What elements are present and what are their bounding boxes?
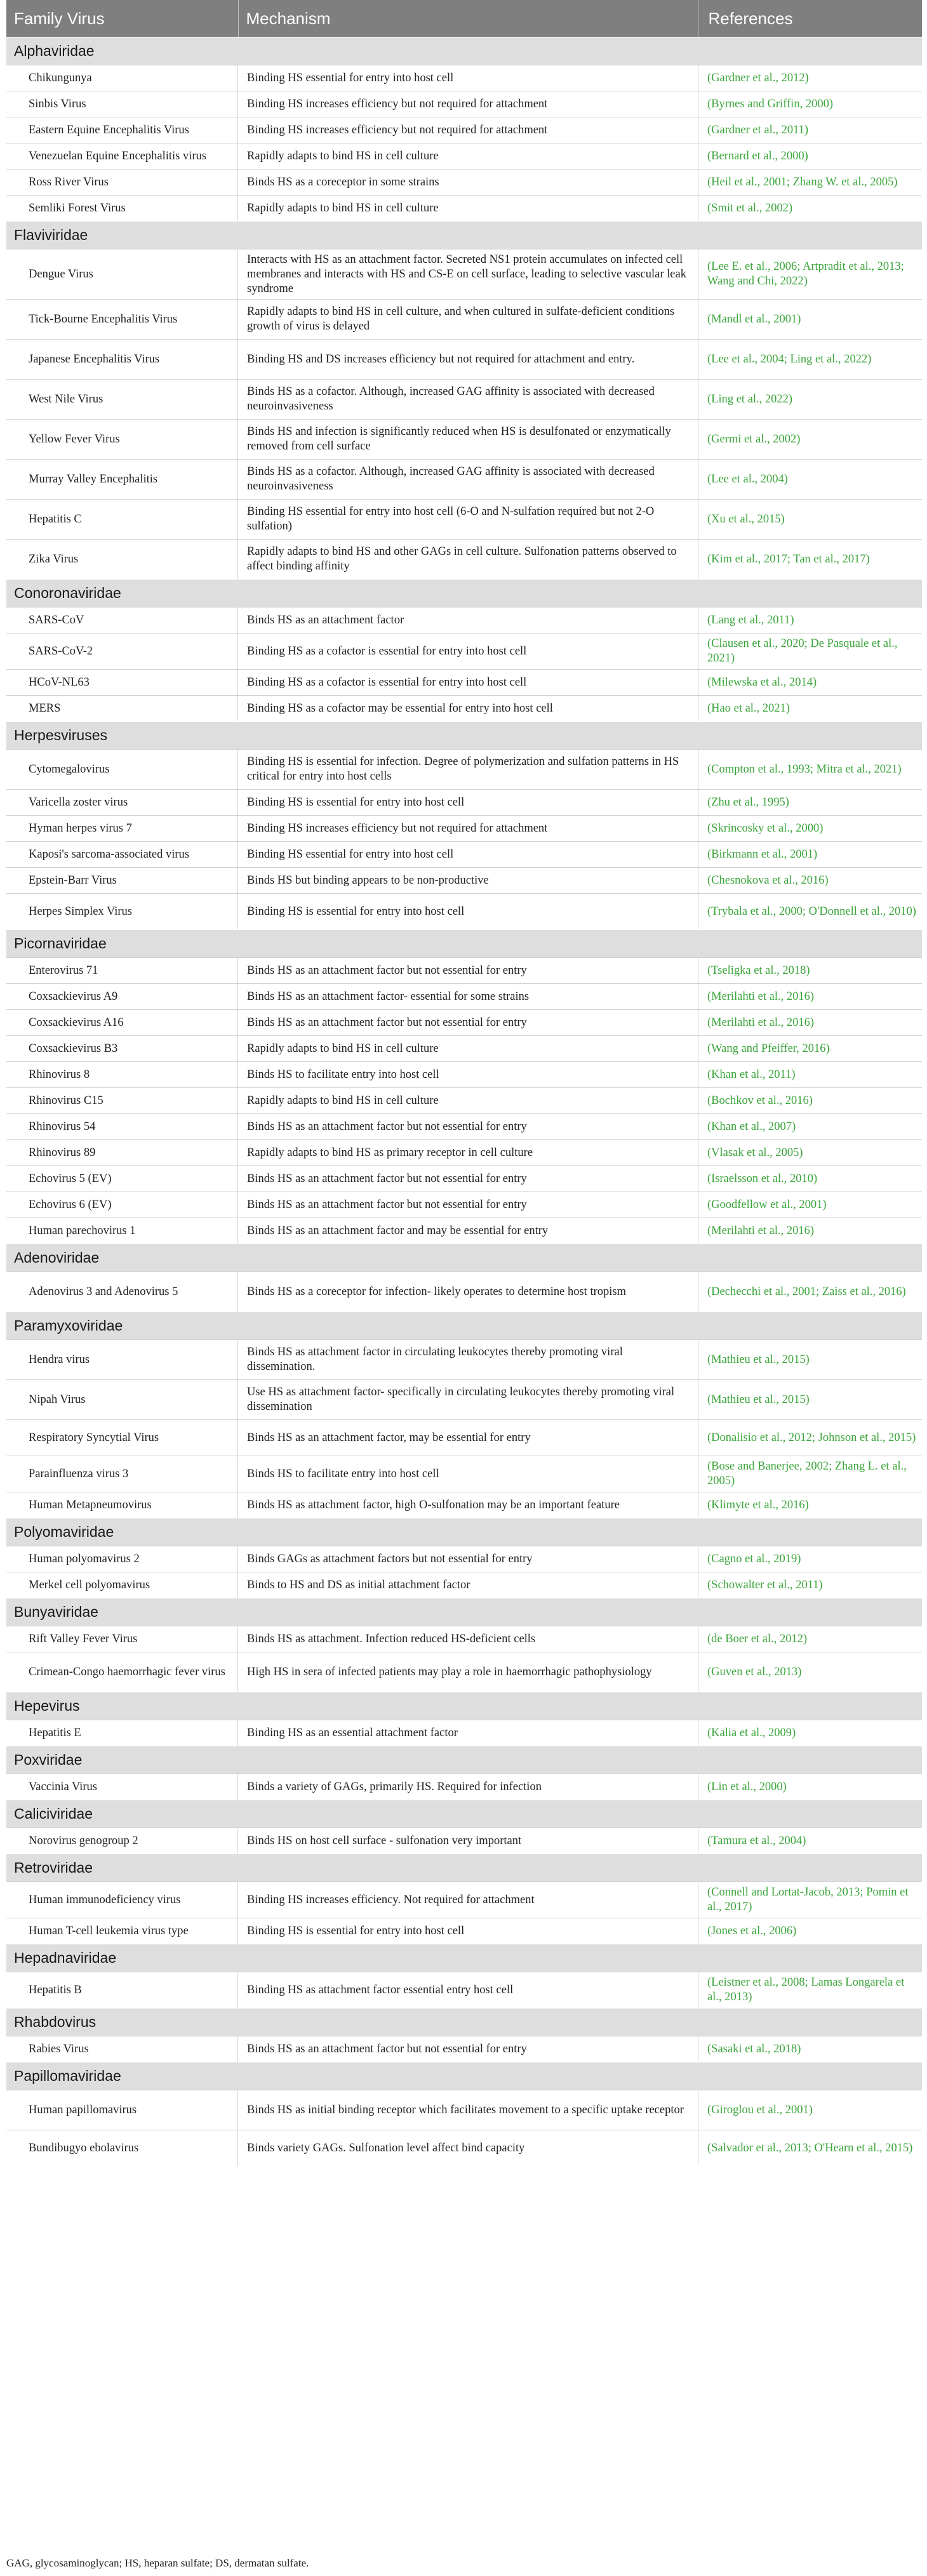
reference-link[interactable]: (Trybala et al., 2000; O'Donnell et al., 2010) [707,905,916,918]
virus-name: Vaccinia Virus [6,1774,238,1800]
family-heading: Polyomaviridae [6,1518,922,1546]
table-row [6,1061,922,1087]
mechanism-cell: Rapidly adapts to bind HS and other GAGs in cell culture. Sulfonation patterns observed to affect binding affinity [238,540,698,579]
mechanism-cell: Binds GAGs as attachment factors but not essential for entry [238,1546,698,1572]
mechanism-cell: Binding HS essential for entry into host cell (6-O and N-sulfation required but not 2-O sulfation) [238,500,698,539]
virus-name: Kaposi's sarcoma-associated virus [6,842,238,867]
table-row [6,749,922,789]
family-heading: Caliciviridae [6,1800,922,1828]
mechanism-cell: Binding HS as a cofactor may be essential for entry into host cell [238,696,698,721]
family-heading: Adenoviridae [6,1244,922,1271]
virus-name: HCoV-NL63 [6,670,238,695]
family-heading: Flaviviridae [6,221,922,249]
virus-name: Cytomegalovirus [6,750,238,789]
table-row [6,1419,922,1456]
table-row [6,91,922,117]
family-heading: Hepevirus [6,1692,922,1720]
reference-link[interactable]: (Skrincosky et al., 2000) [707,821,824,835]
mechanism-cell: Binding HS increases efficiency but not required for attachment [238,117,698,143]
virus-name: West Nile Virus [6,380,238,419]
table-row [6,1456,922,1492]
virus-name: Herpes Simplex Virus [6,894,238,929]
reference-link[interactable]: (Guven et al., 2013) [707,1665,802,1678]
reference-link[interactable]: (Giroglou et al., 2001) [707,2103,813,2116]
table-row [6,1035,922,1061]
reference-link[interactable]: (Byrnes and Griffin, 2000) [707,97,833,110]
reference-link[interactable]: (Tamura et al., 2004) [707,1834,806,1847]
mechanism-cell: Binds HS as a cofactor. Although, increased GAG affinity is associated with decreased neuroinvasiveness [238,460,698,499]
virus-name: Merkel cell polyomavirus [6,1572,238,1598]
reference-link[interactable]: (Bose and Banerjee, 2002; Zhang L. et al., 2005) [707,1460,907,1487]
virus-name: Japanese Encephalitis Virus [6,340,238,379]
mechanism-cell: Binding HS increases efficiency but not required for attachment [238,816,698,841]
mechanism-cell: Binds HS as a coreceptor in some strains [238,169,698,195]
table-row [6,143,922,169]
virus-name: Eastern Equine Encephalitis Virus [6,117,238,143]
mechanism-cell: Binds HS as an attachment factor but not essential for entry [238,958,698,983]
virus-name: MERS [6,696,238,721]
table-row [6,1882,922,1918]
reference-link[interactable]: (Mathieu et al., 2015) [707,1393,810,1406]
mechanism-cell: Binding HS as attachment factor essential entry host cell [238,1972,698,2008]
virus-name: Echovirus 6 (EV) [6,1192,238,1218]
reference-link[interactable]: (Lee et al., 2004) [707,472,788,486]
table-row [6,695,922,721]
mechanism-cell: Binding HS as an essential attachment factor [238,1720,698,1746]
reference-link[interactable]: (Gardner et al., 2011) [707,123,809,136]
reference-link[interactable]: (Milewska et al., 2014) [707,675,817,689]
mechanism-cell: Binds HS as initial binding receptor which facilitates movement to a specific uptake receptor [238,2090,698,2130]
mechanism-cell: Binding HS as a cofactor is essential for entry into host cell [238,670,698,695]
mechanism-cell: Binding HS and DS increases efficiency but not required for attachment and entry. [238,340,698,379]
reference-link[interactable]: (Gardner et al., 2012) [707,71,809,84]
reference-link[interactable]: (Sasaki et al., 2018) [707,2042,801,2055]
mechanism-cell: Binds HS as an attachment factor but not essential for entry [238,1010,698,1035]
reference-link[interactable]: (Heil et al., 2001; Zhang W. et al., 2005) [707,175,898,189]
table-row [6,1139,922,1165]
virus-name: Coxsackievirus A16 [6,1010,238,1035]
reference-link[interactable]: (Cagno et al., 2019) [707,1552,801,1565]
reference-link[interactable]: (Xu et al., 2015) [707,512,785,526]
mechanism-cell: Binding HS is essential for entry into host cell [238,790,698,815]
table-row [6,117,922,143]
virus-name: Human polyomavirus 2 [6,1546,238,1572]
virus-name: SARS-CoV [6,607,238,633]
family-heading: Bunyaviridae [6,1598,922,1626]
virus-name: Venezuelan Equine Encephalitis virus [6,143,238,169]
table-row [6,893,922,929]
table-row [6,65,922,91]
mechanism-cell: Binding HS is essential for entry into host cell [238,894,698,929]
virus-name: Parainfluenza virus 3 [6,1456,238,1492]
virus-name: Dengue Virus [6,249,238,299]
mechanism-cell: Binding HS as a cofactor is essential for entry into host cell [238,634,698,669]
mechanism-cell: Binds HS as attachment factor in circulating leukocytes thereby promoting viral dissemination. [238,1340,698,1379]
table-row [6,633,922,669]
family-heading: Rhabdovirus [6,2008,922,2036]
mechanism-cell: Rapidly adapts to bind HS in cell culture [238,143,698,169]
table-row [6,1492,922,1518]
virus-name: Hyman herpes virus 7 [6,816,238,841]
family-heading: Poxviridae [6,1746,922,1774]
reference-link[interactable]: (Lang et al., 2011) [707,613,794,627]
header-family-virus: Family Virus [14,8,105,28]
reference-link[interactable]: (Merilahti et al., 2016) [707,1016,814,1029]
table-row [6,1271,922,1311]
table-row [6,841,922,867]
virus-table [6,0,922,2166]
mechanism-cell: Rapidly adapts to bind HS in cell culture [238,196,698,221]
family-heading: Papillomaviridae [6,2062,922,2090]
virus-name: Rabies Virus [6,2036,238,2062]
table-row [6,459,922,499]
table-row [6,1774,922,1800]
family-heading: Conoronaviridae [6,579,922,607]
reference-link[interactable]: (Schowalter et al., 2011) [707,1578,823,1591]
reference-link[interactable]: (Klimyte et al., 2016) [707,1498,809,1511]
table-row [6,867,922,893]
reference-link[interactable]: (Salvador et al., 2013; O'Hearn et al., 2015) [707,2141,913,2154]
virus-name: Rhinovirus 54 [6,1114,238,1139]
virus-name: Crimean-Congo haemorrhagic fever virus [6,1652,238,1692]
reference-link[interactable]: (Chesnokova et al., 2016) [707,873,829,887]
table-row [6,983,922,1009]
mechanism-cell: Binds HS as a cofactor. Although, increased GAG affinity is associated with decreased neuroinvasiveness [238,380,698,419]
table-row [6,1165,922,1192]
virus-name: Coxsackievirus A9 [6,984,238,1009]
reference-link[interactable]: (Clausen et al., 2020; De Pasquale et al., 2021) [707,637,898,665]
mechanism-cell: Binds a variety of GAGs, primarily HS. Required for infection [238,1774,698,1800]
reference-link[interactable]: (Merilahti et al., 2016) [707,1224,814,1237]
reference-link[interactable]: (Vlasak et al., 2005) [707,1146,803,1159]
virus-name: Varicella zoster virus [6,790,238,815]
table-row [6,789,922,815]
reference-link[interactable]: (Dechecchi et al., 2001; Zaiss et al., 2016) [707,1285,906,1298]
table-row [6,419,922,459]
reference-link[interactable]: (Connell and Lortat-Jacob, 2013; Pomin et al., 2017) [707,1886,909,1913]
mechanism-cell: Binds HS as an attachment factor but not essential for entry [238,1166,698,1192]
mechanism-cell: Binds HS as an attachment factor but not essential for entry [238,1192,698,1218]
reference-link[interactable]: (Merilahti et al., 2016) [707,990,814,1003]
reference-link[interactable]: (Mandl et al., 2001) [707,312,801,326]
virus-name: Hepatitis E [6,1720,238,1746]
family-heading: Alphaviridae [6,37,922,65]
table-row [6,1009,922,1035]
mechanism-cell: Binds HS as an attachment factor but not essential for entry [238,1114,698,1139]
family-heading: Herpesviruses [6,721,922,749]
virus-name: Rhinovirus 8 [6,1062,238,1087]
mechanism-cell: Binding HS increases efficiency but not required for attachment [238,91,698,117]
family-heading: Picornaviridae [6,929,922,957]
mechanism-cell: Binds HS as attachment. Infection reduced HS-deficient cells [238,1626,698,1652]
reference-link[interactable]: (Lee et al., 2004; Ling et al., 2022) [707,352,872,366]
virus-name: Respiratory Syncytial Virus [6,1420,238,1456]
reference-link[interactable]: (Germi et al., 2002) [707,432,801,446]
header-references: References [708,8,793,28]
family-heading: Hepadnaviridae [6,1944,922,1972]
virus-name: Rhinovirus C15 [6,1088,238,1113]
table-row [6,1339,922,1379]
table-row [6,1379,922,1419]
table-row [6,1546,922,1572]
mechanism-cell: Binding HS essential for entry into host cell [238,842,698,867]
mechanism-cell: Binds HS to facilitate entry into host cell [238,1456,698,1492]
reference-link[interactable]: (Lin et al., 2000) [707,1780,787,1793]
table-row [6,1972,922,2008]
virus-name: SARS-CoV-2 [6,634,238,669]
virus-name: Nipah Virus [6,1380,238,1419]
virus-name: Human T-cell leukemia virus type [6,1918,238,1944]
mechanism-cell: Binds HS as an attachment factor but not essential for entry [238,2036,698,2062]
virus-name: Hendra virus [6,1340,238,1379]
reference-link[interactable]: (Jones et al., 2006) [707,1924,797,1937]
virus-name: Norovirus genogroup 2 [6,1828,238,1854]
reference-link[interactable]: (Ling et al., 2022) [707,392,793,406]
table-row [6,2036,922,2062]
mechanism-cell: Rapidly adapts to bind HS in cell culture [238,1036,698,1061]
virus-name: Echovirus 5 (EV) [6,1166,238,1192]
table-row [6,1087,922,1113]
mechanism-cell: Rapidly adapts to bind HS as primary receptor in cell culture [238,1140,698,1165]
table-row [6,339,922,379]
mechanism-cell: Binds variety GAGs. Sulfonation level affect bind capacity [238,2130,698,2166]
virus-name: Rift Valley Fever Virus [6,1626,238,1652]
reference-link[interactable]: (Birkmann et al., 2001) [707,847,818,861]
reference-link[interactable]: (Wang and Pfeiffer, 2016) [707,1042,830,1055]
mechanism-cell: Binds HS as an attachment factor- essential for some strains [238,984,698,1009]
mechanism-cell: Rapidly adapts to bind HS in cell culture, and when cultured in sulfate-deficient conditions growth of virus is delayed [238,300,698,339]
table-row [6,1720,922,1746]
virus-name: Human Metapneumovirus [6,1492,238,1518]
table-footnote: GAG, glycosaminoglycan; HS, heparan sulfate; DS, dermatan sulfate. [6,2557,309,2569]
reference-link[interactable]: (Smit et al., 2002) [707,201,793,215]
mechanism-cell: Use HS as attachment factor- specifically in circulating leukocytes thereby promoting viral dissemination [238,1380,698,1419]
reference-link[interactable]: (Tseligka et al., 2018) [707,964,810,977]
virus-name: Hepatitis B [6,1972,238,2008]
reference-link[interactable]: (Bochkov et al., 2016) [707,1094,813,1107]
virus-name: Enterovirus 71 [6,958,238,983]
table-row [6,499,922,539]
mechanism-cell: Interacts with HS as an attachment factor. Secreted NS1 protein accumulates on infected cell membranes and interacts with HS and CS-E on cell surface, leading to selective vascular leak syndrome [238,249,698,299]
virus-name: Human parechovirus 1 [6,1218,238,1244]
virus-name: Epstein-Barr Virus [6,868,238,893]
table-row [6,1572,922,1598]
virus-name: Hepatitis C [6,500,238,539]
table-row [6,1113,922,1139]
virus-name: Yellow Fever Virus [6,420,238,459]
reference-link[interactable]: (Kalia et al., 2009) [707,1726,796,1739]
virus-name: Semliki Forest Virus [6,196,238,221]
mechanism-cell: Binding HS essential for entry into host cell [238,65,698,91]
mechanism-cell: Binds HS on host cell surface - sulfonation very important [238,1828,698,1854]
mechanism-cell: Binds HS as an attachment factor [238,607,698,633]
virus-name: Bundibugyo ebolavirus [6,2130,238,2166]
table-row [6,539,922,579]
table-row [6,815,922,841]
mechanism-cell: Binds HS as an attachment factor, may be essential for entry [238,1420,698,1456]
table-row [6,1626,922,1652]
mechanism-cell: Binding HS increases efficiency. Not required for attachment [238,1882,698,1918]
reference-link[interactable]: (Mathieu et al., 2015) [707,1353,810,1366]
table-header [6,0,922,37]
table-row [6,195,922,221]
mechanism-cell: Binds HS as an attachment factor and may be essential for entry [238,1218,698,1244]
mechanism-cell: Binds HS and infection is significantly reduced when HS is desulfonated or enzymatically removed from cell surface [238,420,698,459]
table-row [6,1218,922,1244]
reference-link[interactable]: (Israelsson et al., 2010) [707,1172,818,1185]
reference-link[interactable]: (Leistner et al., 2008; Lamas Longarela et al., 2013) [707,1976,905,2003]
mechanism-cell: Binds HS but binding appears to be non-productive [238,868,698,893]
table-row [6,2090,922,2130]
reference-link[interactable]: (Hao et al., 2021) [707,701,790,715]
reference-link[interactable]: (Donalisio et al., 2012; Johnson et al., 2015) [707,1431,916,1444]
mechanism-cell: Binds HS to facilitate entry into host cell [238,1062,698,1087]
table-row [6,1192,922,1218]
family-heading: Retroviridae [6,1854,922,1882]
mechanism-cell: Binds HS as attachment factor, high O-sulfonation may be an important feature [238,1492,698,1518]
mechanism-cell: Binds to HS and DS as initial attachment factor [238,1572,698,1598]
table-row [6,957,922,983]
virus-name: Sinbis Virus [6,91,238,117]
table-row [6,249,922,299]
virus-name: Murray Valley Encephalitis [6,460,238,499]
table-row [6,169,922,195]
mechanism-cell: Binding HS is essential for entry into host cell [238,1918,698,1944]
table-row [6,607,922,633]
virus-name: Human immunodeficiency virus [6,1882,238,1918]
family-heading: Paramyxoviridae [6,1311,922,1339]
table-row [6,1828,922,1854]
reference-link[interactable]: (Goodfellow et al., 2001) [707,1198,827,1211]
virus-name: Coxsackievirus B3 [6,1036,238,1061]
virus-name: Rhinovirus 89 [6,1140,238,1165]
mechanism-cell: Binding HS is essential for infection. Degree of polymerization and sulfation patterns in HS critical for entry into host cells [238,750,698,789]
virus-name: Human papillomavirus [6,2090,238,2130]
table-row [6,299,922,339]
reference-link[interactable]: (Kim et al., 2017; Tan et al., 2017) [707,552,870,566]
table-row [6,1652,922,1692]
table-row [6,1918,922,1944]
reference-link[interactable]: (Bernard et al., 2000) [707,149,808,163]
virus-name: Tick-Bourne Encephalitis Virus [6,300,238,339]
virus-name: Zika Virus [6,540,238,579]
table-row [6,2130,922,2166]
reference-link[interactable]: (Zhu et al., 1995) [707,795,789,809]
mechanism-cell: High HS in sera of infected patients may play a role in haemorrhagic pathophysiology [238,1652,698,1692]
table-row [6,669,922,695]
header-mechanism: Mechanism [246,8,331,28]
reference-link[interactable]: (Compton et al., 1993; Mitra et al., 2021) [707,762,902,776]
mechanism-cell: Rapidly adapts to bind HS in cell culture [238,1088,698,1113]
reference-link[interactable]: (Khan et al., 2007) [707,1120,796,1133]
virus-name: Adenovirus 3 and Adenovirus 5 [6,1272,238,1311]
table-row [6,379,922,419]
virus-name: Ross River Virus [6,169,238,195]
reference-link[interactable]: (Khan et al., 2011) [707,1068,796,1081]
table-body [6,37,922,2166]
virus-name: Chikungunya [6,65,238,91]
reference-link[interactable]: (de Boer et al., 2012) [707,1632,808,1645]
reference-link[interactable]: (Lee E. et al., 2006; Artpradit et al., 2013; Wang and Chi, 2022) [707,260,904,288]
mechanism-cell: Binds HS as a coreceptor for infection- likely operates to determine host tropism [238,1272,698,1311]
